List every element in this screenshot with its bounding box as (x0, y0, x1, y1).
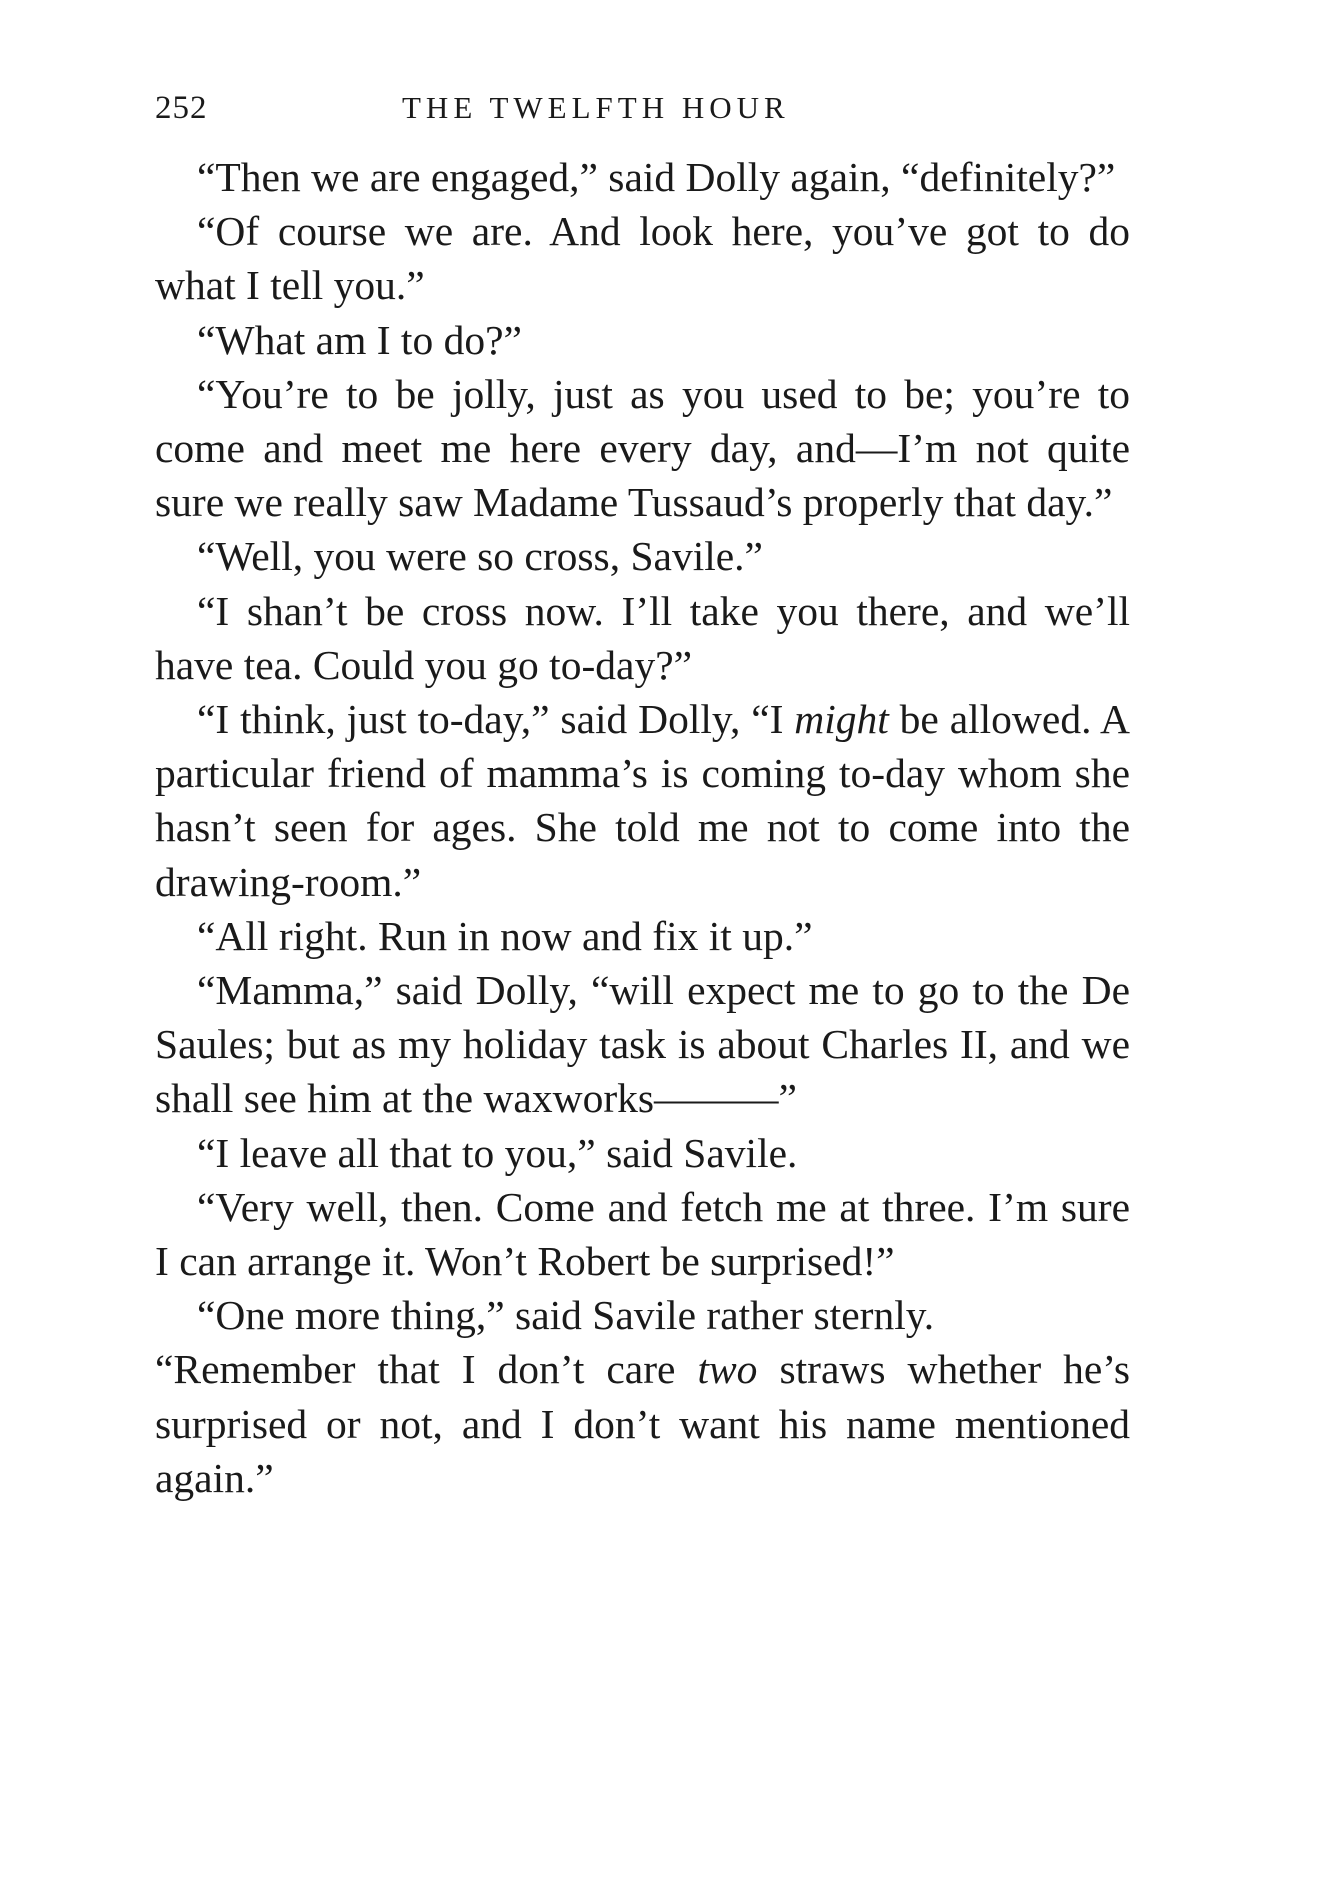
paragraph: “What am I to do?” (197, 316, 522, 363)
paragraph: “I shan’t be cross now. I’ll take you there, and we’ll have tea. Could you go to-day?” (155, 587, 1130, 688)
paragraph (155, 1342, 1130, 1505)
body-text (155, 150, 1130, 1505)
paragraph: “Very well, then. Come and fetch me at three. I’m sure I can arrange it. Won’t Robert be surprised!” (155, 1183, 1130, 1285)
paragraph: “All right. Run in now and fix it up.” (197, 912, 813, 959)
paragraph: “Of course we are. And look here, you’ve got to do what I tell you.” (155, 208, 1130, 309)
paragraph: “Mamma,” said Dolly, “will expect me to go to the De Saules; but as my holiday task is about Charles II, and we shall see him at the waxworks———” (155, 967, 1130, 1122)
paragraph: “I leave all that to you,” said Savile. (197, 1129, 798, 1176)
page-number: 252 (155, 90, 208, 126)
italic-emphasis: two (697, 1346, 758, 1393)
paragraph-text: straws whether he’s surprised or not, and I don’t want his name mentioned again.” (155, 1346, 1130, 1501)
paragraph (155, 692, 1130, 909)
paragraph-text: “Remember that I don’t care (155, 1346, 698, 1393)
paragraph-text: be allowed. A particular friend of mamma’s is coming to-day whom she hasn’t seen for ages. She told me not to come into the drawing-room.” (155, 696, 1130, 905)
paragraph: “One more thing,” said Savile rather sternly. (197, 1292, 935, 1339)
paragraph: “Well, you were so cross, Savile.” (197, 533, 763, 580)
paragraph-text: “I think, just to-day,” said Dolly, “I (197, 696, 795, 743)
italic-emphasis: might (794, 696, 889, 743)
running-title: THE TWELFTH HOUR (402, 90, 790, 125)
paragraph: “Then we are engaged,” said Dolly again, “definitely?” (197, 154, 1116, 200)
running-head (155, 90, 1130, 130)
paragraph: “You’re to be jolly, just as you used to be; you’re to come and meet me here every day, and—I’m not quite sure we really saw Madame Tussaud’s properly that day.” (155, 370, 1130, 526)
